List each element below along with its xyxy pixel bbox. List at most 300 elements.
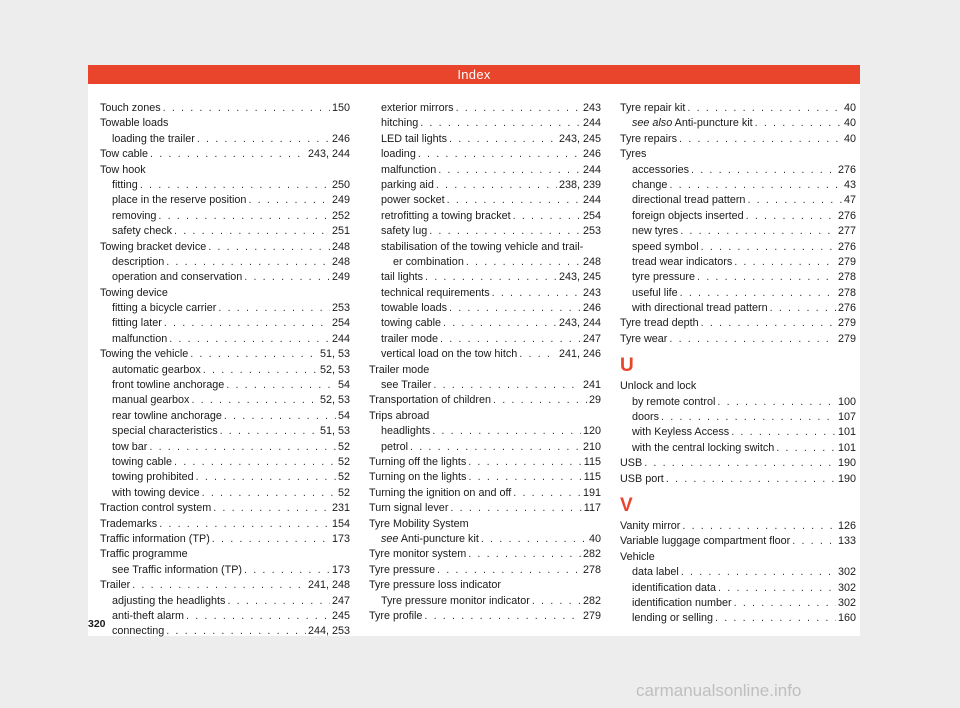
index-entry-label: [620, 132, 677, 147]
index-entry-pages: 253: [331, 302, 350, 315]
index-entry-pages: 29: [588, 394, 601, 407]
leader-dots: [174, 224, 330, 239]
leader-dots: [186, 609, 330, 624]
index-entry: [369, 178, 601, 193]
index-entry: [369, 363, 601, 378]
index-entry-pages: 247: [582, 332, 601, 345]
index-entry-pages: 160: [837, 612, 856, 625]
index-entry-label: [100, 547, 188, 562]
index-entry-text: Unlock and lock: [620, 380, 697, 393]
index-entry-text: operation and conservation: [112, 271, 243, 284]
leader-dots: [212, 532, 330, 547]
index-entry-label: [381, 286, 490, 301]
leader-dots: [218, 301, 330, 316]
index-entry-pages: 52, 53: [319, 363, 350, 376]
index-entry-label: [369, 547, 466, 562]
index-entry: [369, 316, 601, 331]
index-entry: [369, 332, 601, 347]
index-entry-label: [112, 378, 224, 393]
leader-dots: [226, 378, 336, 393]
index-entry-text: malfunction: [381, 163, 437, 176]
index-entry: [620, 425, 856, 440]
index-entry-text: with towing device: [112, 486, 200, 499]
index-entry-text: with Keyless Access: [632, 426, 730, 439]
index-entry-text: loading the trailer: [112, 132, 195, 145]
index-entry-text: description: [112, 255, 165, 268]
index-entry-text: trailer mode: [381, 332, 439, 345]
index-entry-pages: 251: [331, 225, 350, 238]
index-entry-label: [381, 270, 423, 285]
index-entry: [620, 379, 856, 394]
index-entry-pages: 173: [331, 563, 350, 576]
index-entry: [369, 347, 601, 362]
leader-dots: [190, 347, 318, 362]
index-entry: [369, 532, 601, 547]
index-entry-text: towing prohibited: [112, 471, 194, 484]
index-entry-text: USB port: [620, 472, 664, 485]
index-entry-pages: 243, 245: [558, 132, 601, 145]
index-entry: [620, 286, 856, 301]
index-entry-text: useful life: [632, 286, 678, 299]
index-letter-heading: U: [620, 355, 634, 377]
index-entry-label: [381, 193, 445, 208]
index-entry-label: [112, 409, 222, 424]
index-entry-pages: 282: [582, 594, 601, 607]
index-entry: [100, 594, 350, 609]
index-entry-pages: 302: [837, 596, 856, 609]
index-entry-text: Tyre pressure loss indicator: [369, 579, 502, 592]
leader-dots: [244, 270, 330, 285]
index-entry-label: [381, 132, 447, 147]
index-entry: [369, 424, 601, 439]
index-entry-pages: 276: [837, 302, 856, 315]
index-entry-pages: 248: [331, 255, 350, 268]
index-entry-pages: 244: [331, 332, 350, 345]
leader-dots: [449, 301, 581, 316]
index-entry-text: LED tail lights: [381, 132, 448, 145]
index-entry: [369, 163, 601, 178]
index-entry: [620, 472, 856, 487]
leader-dots: [450, 501, 581, 516]
index-entry-text: connecting: [112, 625, 165, 638]
index-entry-label: [369, 393, 491, 408]
leader-dots: [746, 209, 836, 224]
index-entry-pages: 249: [331, 271, 350, 284]
leader-dots: [163, 101, 330, 116]
index-entry-text: safety lug: [381, 225, 428, 238]
index-entry-text: doors: [632, 411, 660, 424]
index-entry-pages: 52, 53: [319, 394, 350, 407]
index-entry: [100, 240, 350, 255]
index-entry-label: [632, 116, 753, 131]
index-entry-pages: 243: [582, 102, 601, 114]
index-entry-text: loading: [381, 148, 416, 161]
index-entry: [620, 550, 856, 565]
index-entry-pages: 245: [331, 609, 350, 622]
index-entry-pages: 231: [331, 502, 350, 515]
index-entry-label: [620, 147, 646, 162]
index-entry-pages: 243, 245: [558, 271, 601, 284]
leader-dots: [447, 193, 581, 208]
index-entry-pages: 150: [331, 102, 350, 114]
index-entry-pages: 248: [582, 255, 601, 268]
index-entry-text: Towing device: [100, 286, 168, 299]
index-entry-text: tread wear indicators: [632, 255, 733, 268]
index-entry: [100, 424, 350, 439]
leader-dots: [248, 193, 330, 208]
leader-dots: [420, 116, 581, 131]
index-entry-label: [381, 378, 431, 393]
leader-dots: [449, 132, 557, 147]
index-entry-label: [112, 224, 172, 239]
index-entry-label: [381, 101, 454, 116]
index-entry-text: see Traffic information (TP): [112, 563, 243, 576]
index-entry: [620, 178, 856, 193]
index-entry: [620, 519, 856, 534]
index-entry: [100, 347, 350, 362]
index-entry: [369, 147, 601, 162]
index-entry-text: place in the reserve position: [112, 194, 247, 207]
leader-dots: [196, 470, 336, 485]
index-entry-label: [620, 550, 655, 565]
index-entry-label: [100, 578, 130, 593]
index-entry-label: [112, 193, 246, 208]
leader-dots: [158, 209, 330, 224]
index-entry-label: [369, 501, 448, 516]
index-entry-pages: 248: [331, 240, 350, 253]
index-entry-text: Turning off the lights: [369, 455, 467, 468]
index-entry-text: Traffic programme: [100, 548, 188, 561]
index-entry-pages: 279: [837, 255, 856, 268]
index-entry-label: [393, 255, 464, 270]
index-entry-pages: 276: [837, 163, 856, 176]
leader-dots: [680, 286, 836, 301]
leader-dots: [220, 424, 318, 439]
index-entry: [100, 132, 350, 147]
index-entry-text: Tyre pressure monitor indicator: [381, 594, 530, 607]
index-entry-label: [632, 565, 679, 580]
index-entry: [100, 624, 350, 639]
leader-dots: [202, 486, 336, 501]
index-column-3: [620, 101, 856, 627]
leader-dots: [149, 440, 336, 455]
index-entry: [100, 363, 350, 378]
index-entry-label: [632, 224, 678, 239]
index-entry-text: Vanity mirror: [620, 519, 681, 532]
index-entry-label: [632, 611, 713, 626]
index-entry: [620, 332, 856, 347]
index-entry: [100, 286, 350, 301]
index-entry-pages: 247: [331, 594, 350, 607]
index-entry: [620, 301, 856, 316]
leader-dots: [717, 395, 836, 410]
index-entry-label: [112, 440, 147, 455]
index-entry-text: rear towline anchorage: [112, 409, 222, 422]
leader-dots: [169, 332, 330, 347]
index-entry-label: [112, 624, 164, 639]
index-entry: [620, 316, 856, 331]
index-entry-text: Tyre repair kit: [620, 102, 686, 114]
index-entry-text: headlights: [381, 425, 431, 438]
index-entry-pages: 107: [837, 411, 856, 424]
index-entry-label: [112, 424, 218, 439]
leader-dots: [425, 270, 557, 285]
index-entry-text: towable loads: [381, 302, 448, 315]
leader-dots: [468, 455, 582, 470]
index-entry-text: Touch zones: [100, 102, 161, 114]
index-entry-pages: 243, 244: [558, 317, 601, 330]
index-entry: [369, 594, 601, 609]
leader-dots: [718, 581, 836, 596]
index-entry: [620, 224, 856, 239]
index-entry-pages: 254: [582, 209, 601, 222]
index-entry-label: [369, 455, 466, 470]
index-entry-text: see Trailer: [381, 379, 432, 392]
index-entry-pages: 52: [337, 455, 350, 468]
index-entry-label: [112, 455, 172, 470]
index-entry-text: Transportation of children: [369, 394, 492, 407]
index-entry-text: Vehicle: [620, 550, 655, 563]
index-entry-label: [112, 363, 201, 378]
index-entry-text: hitching: [381, 117, 419, 130]
index-entry-label: [632, 270, 695, 285]
see-reference: see: [381, 532, 399, 545]
index-entry-text: lending or selling: [632, 612, 714, 625]
index-entry-label: [632, 581, 716, 596]
index-entry: [620, 163, 856, 178]
index-entry-text: petrol: [381, 440, 409, 453]
index-entry-label: [112, 563, 242, 578]
index-entry: [620, 581, 856, 596]
index-entry-label: [381, 163, 436, 178]
index-entry-text: tail lights: [381, 271, 424, 284]
index-column-2: [369, 101, 601, 624]
index-entry-pages: 154: [331, 517, 350, 530]
index-entry-text: change: [632, 178, 668, 191]
index-entry-label: [381, 424, 430, 439]
index-entry-label: [369, 563, 435, 578]
index-entry-label: [620, 379, 696, 394]
index-entry-label: [381, 147, 416, 162]
index-entry-pages: 249: [331, 194, 350, 207]
leader-dots: [701, 316, 836, 331]
index-entry-text: foreign objects inserted: [632, 209, 744, 222]
index-entry-label: [369, 409, 429, 424]
index-entry: [620, 596, 856, 611]
index-entry: [369, 486, 601, 501]
index-entry-pages: 51, 53: [319, 425, 350, 438]
index-entry-text: data label: [632, 566, 679, 579]
index-entry-text: Tyre profile: [369, 609, 423, 622]
index-entry-label: [112, 209, 156, 224]
leader-dots: [208, 240, 330, 255]
leader-dots: [213, 501, 330, 516]
index-entry-pages: 241: [582, 379, 601, 392]
index-entry-pages: 302: [837, 566, 856, 579]
index-entry-label: [381, 332, 438, 347]
leader-dots: [679, 132, 842, 147]
index-entry-text: manual gearbox: [112, 394, 190, 407]
index-entry: [100, 116, 350, 131]
index-entry-text: Anti-puncture kit: [400, 532, 479, 545]
leader-dots: [468, 547, 581, 562]
leader-dots: [532, 594, 581, 609]
index-entry: [100, 255, 350, 270]
index-entry-text: technical requirements: [381, 286, 490, 299]
index-entry: [620, 395, 856, 410]
index-entry-text: front towline anchorage: [112, 379, 225, 392]
index-entry-text: power socket: [381, 194, 445, 207]
leader-dots: [731, 425, 836, 440]
page-title: Index: [88, 65, 860, 84]
index-entry-text: Trademarks: [100, 517, 158, 530]
index-entry: [100, 332, 350, 347]
index-entry-label: [112, 270, 242, 285]
index-entry-pages: 278: [837, 286, 856, 299]
index-entry-text: towing cable: [381, 317, 442, 330]
index-entry-pages: 241, 246: [558, 348, 601, 361]
index-entry: [100, 301, 350, 316]
index-entry-label: [381, 440, 408, 455]
index-entry-text: Towable loads: [100, 117, 169, 130]
index-entry-text: fitting: [112, 178, 138, 191]
index-entry-text: Tyre repairs: [620, 132, 677, 145]
index-entry-pages: 52: [337, 486, 350, 499]
index-entry-text: Variable luggage compartment floor: [620, 535, 791, 548]
leader-dots: [682, 519, 836, 534]
index-entry-pages: 243: [582, 286, 601, 299]
index-entry-pages: 238, 239: [558, 178, 601, 191]
index-entry-text: with directional tread pattern: [632, 302, 768, 315]
leader-dots: [644, 456, 836, 471]
index-entry-label: [632, 163, 689, 178]
leader-dots: [203, 363, 318, 378]
index-entry: [100, 578, 350, 593]
index-entry-pages: 279: [837, 332, 856, 345]
index-entry-pages: 254: [331, 317, 350, 330]
index-entry-label: [100, 116, 168, 131]
index-entry-text: Tyre wear: [620, 332, 668, 345]
index-entry: [100, 163, 350, 178]
index-entry-label: [112, 393, 189, 408]
index-entry-text: directional tread pattern: [632, 194, 746, 207]
index-entry: [369, 578, 601, 593]
index-entry-label: [112, 132, 195, 147]
index-entry-pages: 101: [837, 441, 856, 454]
index-entry: [100, 517, 350, 532]
index-entry-pages: 246: [331, 132, 350, 145]
index-entry: [100, 147, 350, 162]
index-entry-label: [632, 301, 768, 316]
leader-dots: [437, 563, 581, 578]
index-entry-label: [381, 532, 479, 547]
index-entry-pages: 278: [837, 271, 856, 284]
index-entry-text: special characteristics: [112, 425, 218, 438]
index-entry: [100, 455, 350, 470]
index-entry: [100, 178, 350, 193]
index-entry: [620, 270, 856, 285]
leader-dots: [440, 332, 581, 347]
index-entry: [100, 378, 350, 393]
index-entry-label: [112, 486, 200, 501]
index-entry-text: accessories: [632, 163, 690, 176]
index-entry: [369, 378, 601, 393]
leader-dots: [140, 178, 330, 193]
index-entry-pages: 173: [331, 532, 350, 545]
leader-dots: [174, 455, 336, 470]
index-entry-pages: 100: [837, 395, 856, 408]
leader-dots: [669, 178, 842, 193]
index-entry-label: [100, 240, 206, 255]
index-entry-label: [100, 101, 161, 116]
index-entry-label: [112, 470, 194, 485]
leader-dots: [776, 441, 836, 456]
index-entry-label: [632, 178, 667, 193]
index-entry: [369, 286, 601, 301]
index-entry: [100, 470, 350, 485]
index-entry-text: with the central locking switch: [632, 441, 775, 454]
leader-dots: [792, 534, 836, 549]
index-entry: [369, 116, 601, 131]
leader-dots: [224, 409, 336, 424]
index-entry-text: fitting later: [112, 317, 162, 330]
index-entry: [100, 532, 350, 547]
index-entry: [620, 240, 856, 255]
leader-dots: [429, 224, 581, 239]
index-entry-label: [381, 347, 517, 362]
leader-dots: [701, 240, 836, 255]
index-entry: [100, 193, 350, 208]
index-entry-label: [369, 609, 422, 624]
index-entry-pages: 133: [837, 535, 856, 548]
index-entry-text: exterior mirrors: [381, 102, 454, 114]
index-entry: [620, 116, 856, 131]
index-entry-pages: 54: [337, 409, 350, 422]
index-entry-label: [369, 470, 466, 485]
leader-dots: [197, 132, 330, 147]
index-entry: [369, 301, 601, 316]
index-entry-label: [381, 316, 441, 331]
index-entry-label: [369, 486, 511, 501]
index-entry-label: [112, 255, 164, 270]
index-entry: [620, 565, 856, 580]
index-entry-text: identification data: [632, 581, 717, 594]
leader-dots: [244, 563, 330, 578]
index-entry-pages: 276: [837, 209, 856, 222]
index-entry-label: [112, 332, 167, 347]
leader-dots: [159, 517, 330, 532]
index-entry-pages: 252: [331, 209, 350, 222]
index-entry: [100, 547, 350, 562]
index-entry: [620, 456, 856, 471]
index-entry-label: [100, 347, 188, 362]
leader-dots: [227, 594, 330, 609]
leader-dots: [691, 163, 836, 178]
index-entry-text: adjusting the headlights: [112, 594, 226, 607]
index-entry-label: [112, 609, 184, 624]
index-entry-text: automatic gearbox: [112, 363, 201, 376]
index-entry-pages: 244: [582, 117, 601, 130]
index-entry-text: Tyre Mobility System: [369, 517, 469, 530]
leader-dots: [433, 378, 581, 393]
index-entry-text: Turning the ignition on and off: [369, 486, 512, 499]
index-entry-pages: 241, 248: [307, 579, 350, 592]
index-entry-text: Towing the vehicle: [100, 348, 189, 361]
leader-dots: [132, 578, 306, 593]
leader-dots: [770, 301, 836, 316]
index-entry-text: Trailer: [100, 579, 131, 592]
leader-dots: [697, 270, 836, 285]
